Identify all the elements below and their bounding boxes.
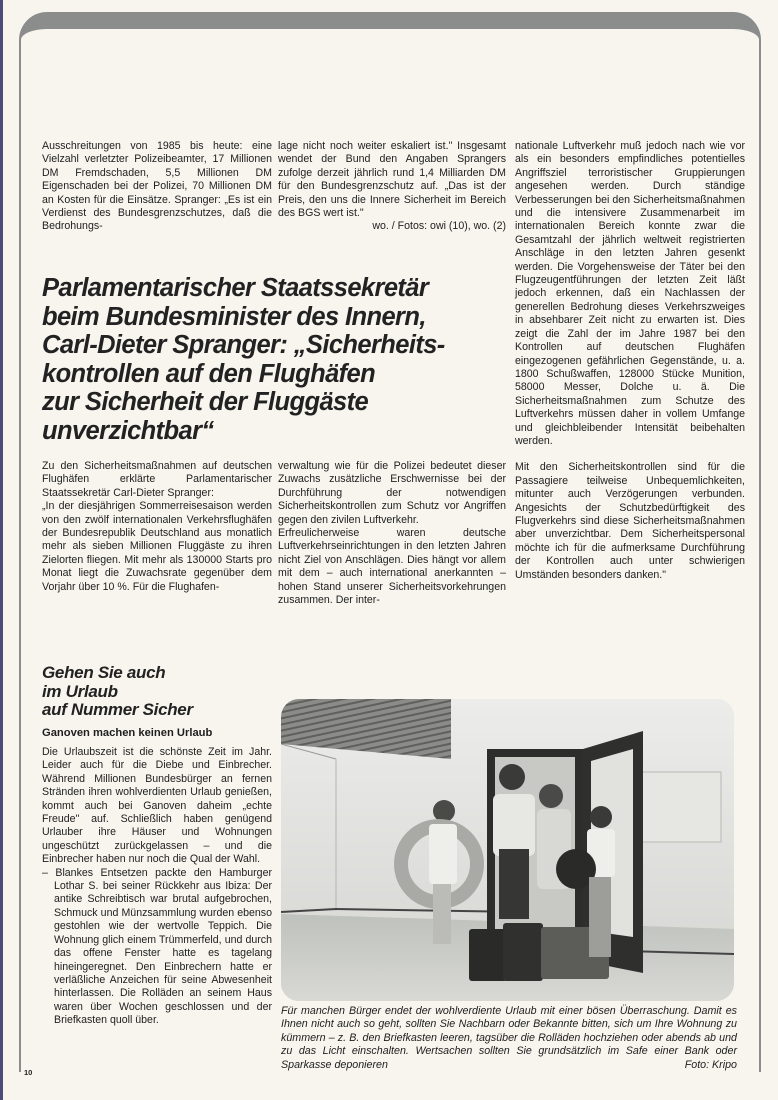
article-column-3-para-2: Mit den Sicherheitskontrollen sind für die Passagiere teilweise Unbequemlichkeiten, mitunter auch Verzögerungen verbunden. Angesichts der Schutzbedürftigkeit des Flugverkehrs sind diese Sicherheitsmaßnahmen aber unverzichtbar. Dem Sicherheitspersonal möchte ich für die aufmerksame Durchführung der Kontrollen auch unter schwierigen Umständen besonders danken." <box>515 461 745 581</box>
caption-text: Für manchen Bürger endet der wohlverdiente Urlaub mit einer bösen Überraschung. Damit es Ihnen nicht auch so geht, sollten Sie Nachbarn oder Bekannte bitten, sich um Ihre Wohnung zu kümmern – z. B. den Briefkasten leeren, tagsüber die Rolläden hochziehen oder abends ab und zu das Licht einschalten. Wertsachen sollten Sie grundsätzlich im Safe einer Bank oder Sparkasse deponieren <box>281 1005 737 1071</box>
article-column-1 <box>42 460 272 594</box>
top-column-2 <box>278 140 506 234</box>
article-column-3 <box>515 140 745 582</box>
photo-credits: wo. / Fotos: owi (10), wo. (2) <box>372 220 506 233</box>
article-column-2-para-1: verwaltung wie für die Polizei bedeutet dieser Zuwachs zusätzliche Erschwernisse bei der Durchführung der notwendigen Sicherheitskontrollen zum Schutz vor Angriffen gegen den zivilen Luftverkehr. <box>278 460 506 526</box>
top-column-2-text: lage nicht noch weiter eskaliert ist." Insgesamt wendet der Bund den Angaben Sprangers zufolge derzeit jährlich rund 1,4 Milliarden DM für den Bundesgrenzschutz auf. „Das ist der Preis, den uns die Innere Sicherheit im Bereich des BGS wert ist." <box>278 140 506 220</box>
article-column-3-para-1: nationale Luftverkehr muß jedoch nach wie vor als ein besonders empfindliches potentielles Angriffsziel terroristischer Gruppierungen angesehen werden. Durch ständige Verbesserungen bei den Sicherheitsmaßnahmen und die intensivere Zusammenarbeit im internationalen Bereich konnte zwar die Gesamtzahl der jährlich weltweit registrierten Anschläge in den letzten Jahren gesenkt werden. Die Vorgehensweise der Täter bei den Flugzeugentführungen der letzten Zeit läßt jedoch erkennen, daß ein Nachlassen der generellen Bedrohung dieses Verkehrszweiges in absehbarer Zeit nicht zu erwarten ist. Dies zeigt die Zahl der im Jahre 1987 bei den Kontrollen auf deutschen Flughäfen eingezogenen gefährlichen Gegenstände, u. a. 1800 Schußwaffen, 128000 Stücke Munition, 58000 Messer, Dolche u. ä. Die Sicherheitsmaßnahmen zum Schutze des Luftverkehrs müssen daher in vollem Umfange und gleichbleibender Intensität beibehalten werden. <box>515 140 745 447</box>
page-edge-strip <box>0 0 3 1100</box>
vacation-headline <box>42 664 282 720</box>
article-quote-start: „In der diesjährigen Sommerreisesaison werden von den zwölf internationalen Verkehrsflughäfen der Bundesrepublik Deutschland aus monatlich mehr als sieben Millionen Fluggäste zu ihren Zielorten fliegen. Mit mehr als 130000 Starts pro Monat liegt die Zuwachsrate gegenüber dem Vorjahr über 10 %. Für die Flughafen- <box>42 500 272 593</box>
headline-line: zur Sicherheit der Fluggäste <box>42 388 369 416</box>
vacation-para-2: – Blankes Entsetzen packte den Hamburger Lothar S. bei seiner Rückkehr aus Ibiza: Der antike Schreibtisch war brutal aufgebrochen, Schmuck und Münzsammlung wurden ebenso gestohlen wie der wertvolle Teppich. Die Wohnung glich einem Trümmerfeld, und durch das offene Fenster hatte es tagelang hineingeregnet. Den Einbrechern hatte er verläßliche Anzeichen für seine Abwesenheit hinterlassen. Die Rolläden an seinem Haus waren über Wochen geschlossen und der Briefkasten quoll über. <box>42 866 272 1027</box>
article-column-2 <box>278 460 506 607</box>
family-photo <box>281 699 734 1001</box>
vacation-subhead: Ganoven machen keinen Urlaub <box>42 727 213 739</box>
top-column-1 <box>42 140 272 234</box>
headline-line: auf Nummer Sicher <box>42 700 193 720</box>
headline-line: unverzichtbar“ <box>42 416 214 445</box>
article-intro: Zu den Sicherheitsmaßnahmen auf deutschen Flughäfen erklärte Parlamentarischer Staatssekretär Carl-Dieter Spranger: <box>42 460 272 499</box>
headline-line: Gehen Sie auch <box>42 663 166 682</box>
headline-line: Parlamentarischer Staatssekretär <box>42 274 429 302</box>
vacation-column <box>42 746 272 1028</box>
photo-caption <box>281 1005 737 1072</box>
headline-line: im Urlaub <box>42 681 118 701</box>
top-column-1-text: Ausschreitungen von 1985 bis heute: eine Vielzahl verletzter Polizeibeamter, 17 Millionen DM Fremdschaden, 5,5 Millionen DM Eigenschaden bei der Polizei, 70 Millionen DM an Kosten für die Einsätze. Spranger: „Es ist ein Verdienst des Bundesgrenzschutzes, daß die Bedrohungs- <box>42 140 272 233</box>
caption-credit: Foto: Kripo <box>684 1058 737 1071</box>
page-number: 10 <box>24 1068 33 1077</box>
headline-line: Carl-Dieter Spranger: „Sicherheits- <box>42 331 445 359</box>
article-headline <box>42 274 512 445</box>
photo-illustration <box>281 699 734 1001</box>
headline-line: kontrollen auf den Flughäfen <box>42 359 376 388</box>
article-column-2-para-2: Erfreulicherweise waren deutsche Luftverkehrseinrichtungen in den letzten Jahren nicht Ziel von Anschlägen. Dies hängt vor allem mit dem – auch international anerkannten – hohen Stand unserer Sicherheitsvorkehrungen zusammen. Der inter- <box>278 527 506 607</box>
headline-line: beim Bundesminister des Innern, <box>42 302 426 331</box>
vacation-para-1: Die Urlaubszeit ist die schönste Zeit im Jahr. Leider auch für die Diebe und Einbrecher. Während Millionen Bundesbürger an fernen Stränden ihren wohlverdienten Urlaub genießen, kommt auch bei Ganoven daheim „echte Freude" auf. Schließlich haben genügend Urlauber ihre Häuser und Wohnungen ungeschützt zurückgelassen – und die Einbrecher haben nur noch die Qual der Wahl. <box>42 746 272 866</box>
